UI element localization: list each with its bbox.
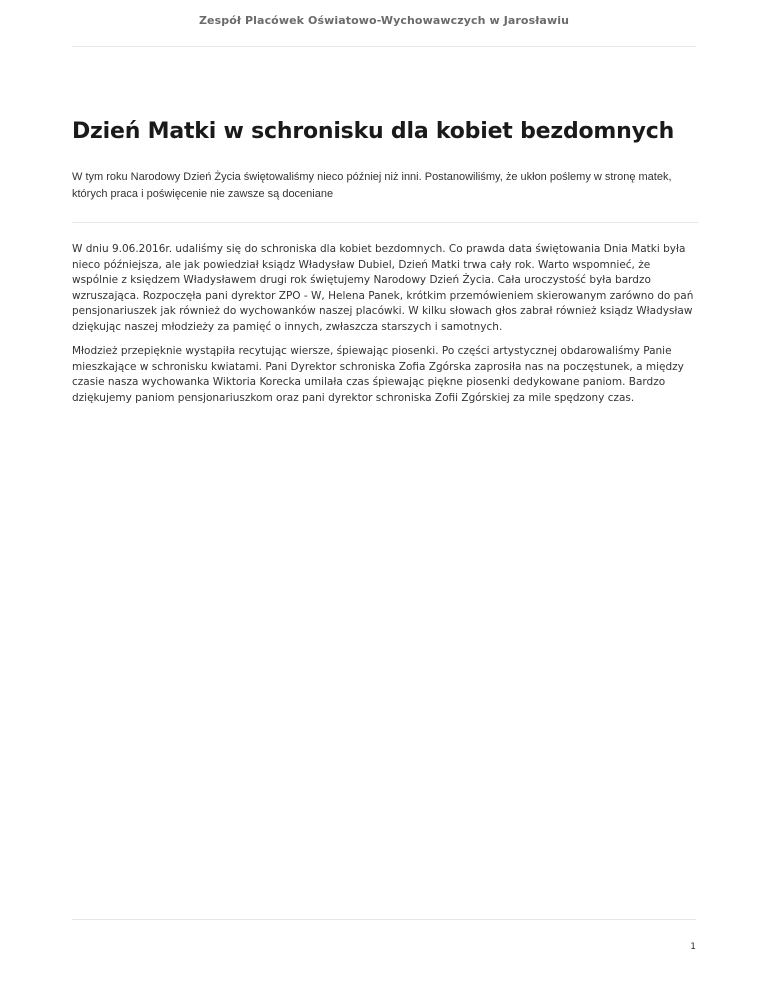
site-name: Zespół Placówek Oświatowo-Wychowawczych w Jarosławiu (198, 14, 570, 27)
article-body (72, 242, 698, 406)
lead-divider (72, 222, 698, 223)
article-paragraph: W dniu 9.06.2016r. udaliśmy się do schroniska dla kobiet bezdomnych. Co prawda data świętowania Dnia Matki była nieco późniejsza, ale jak powiedział ksiądz Władysław Dubiel, Dzień Matki trwa cały rok. Warto wspomnieć, że wspólnie z księdzem Władysławem drugi rok świętujemy Narodowy Dzień Życia. Cała uroczystość była bardzo wzruszająca. Rozpoczęła pani dyrektor ZPO - W, Helena Panek, krótkim przemówieniem skierowanym zarówno do pań pensjonariuszek jak również do wychowanków naszej placówki. W kilku słowach głos zabrał również ksiądz Władysław dziękując naszej młodzieży za pamięć o innych, zwłaszcza starszych i samotnych. (72, 243, 694, 333)
article-lead: W tym roku Narodowy Dzień Życia świętowaliśmy nieco później niż inni. Postanowiliśmy, że ukłon poślemy w stronę matek, których praca i poświęcenie nie zawsze są doceniane (72, 171, 672, 200)
article-paragraph: Młodzież przepięknie wystąpiła recytując wiersze, śpiewając piosenki. Po części artystycznej obdarowaliśmy Panie mieszkające w schronisku kwiatami. Pani Dyrektor schroniska Zofia Zgórska zaprosiła nas na poczęstunek, a między czasie nasza wychowanka Wiktoria Korecka umilała czas śpiewając piękne piosenki dedykowane paniom. Bardzo dziękujemy paniom pensjonariuszkom oraz pani dyrektor schroniska Zofii Zgórskiej za mile spędzony czas. (72, 345, 684, 404)
page-number: 1 (690, 942, 696, 952)
article (72, 118, 698, 415)
page-footer (72, 919, 696, 952)
article-title: Dzień Matki w schronisku dla kobiet bezdomnych (72, 119, 675, 144)
page-header (72, 0, 696, 47)
